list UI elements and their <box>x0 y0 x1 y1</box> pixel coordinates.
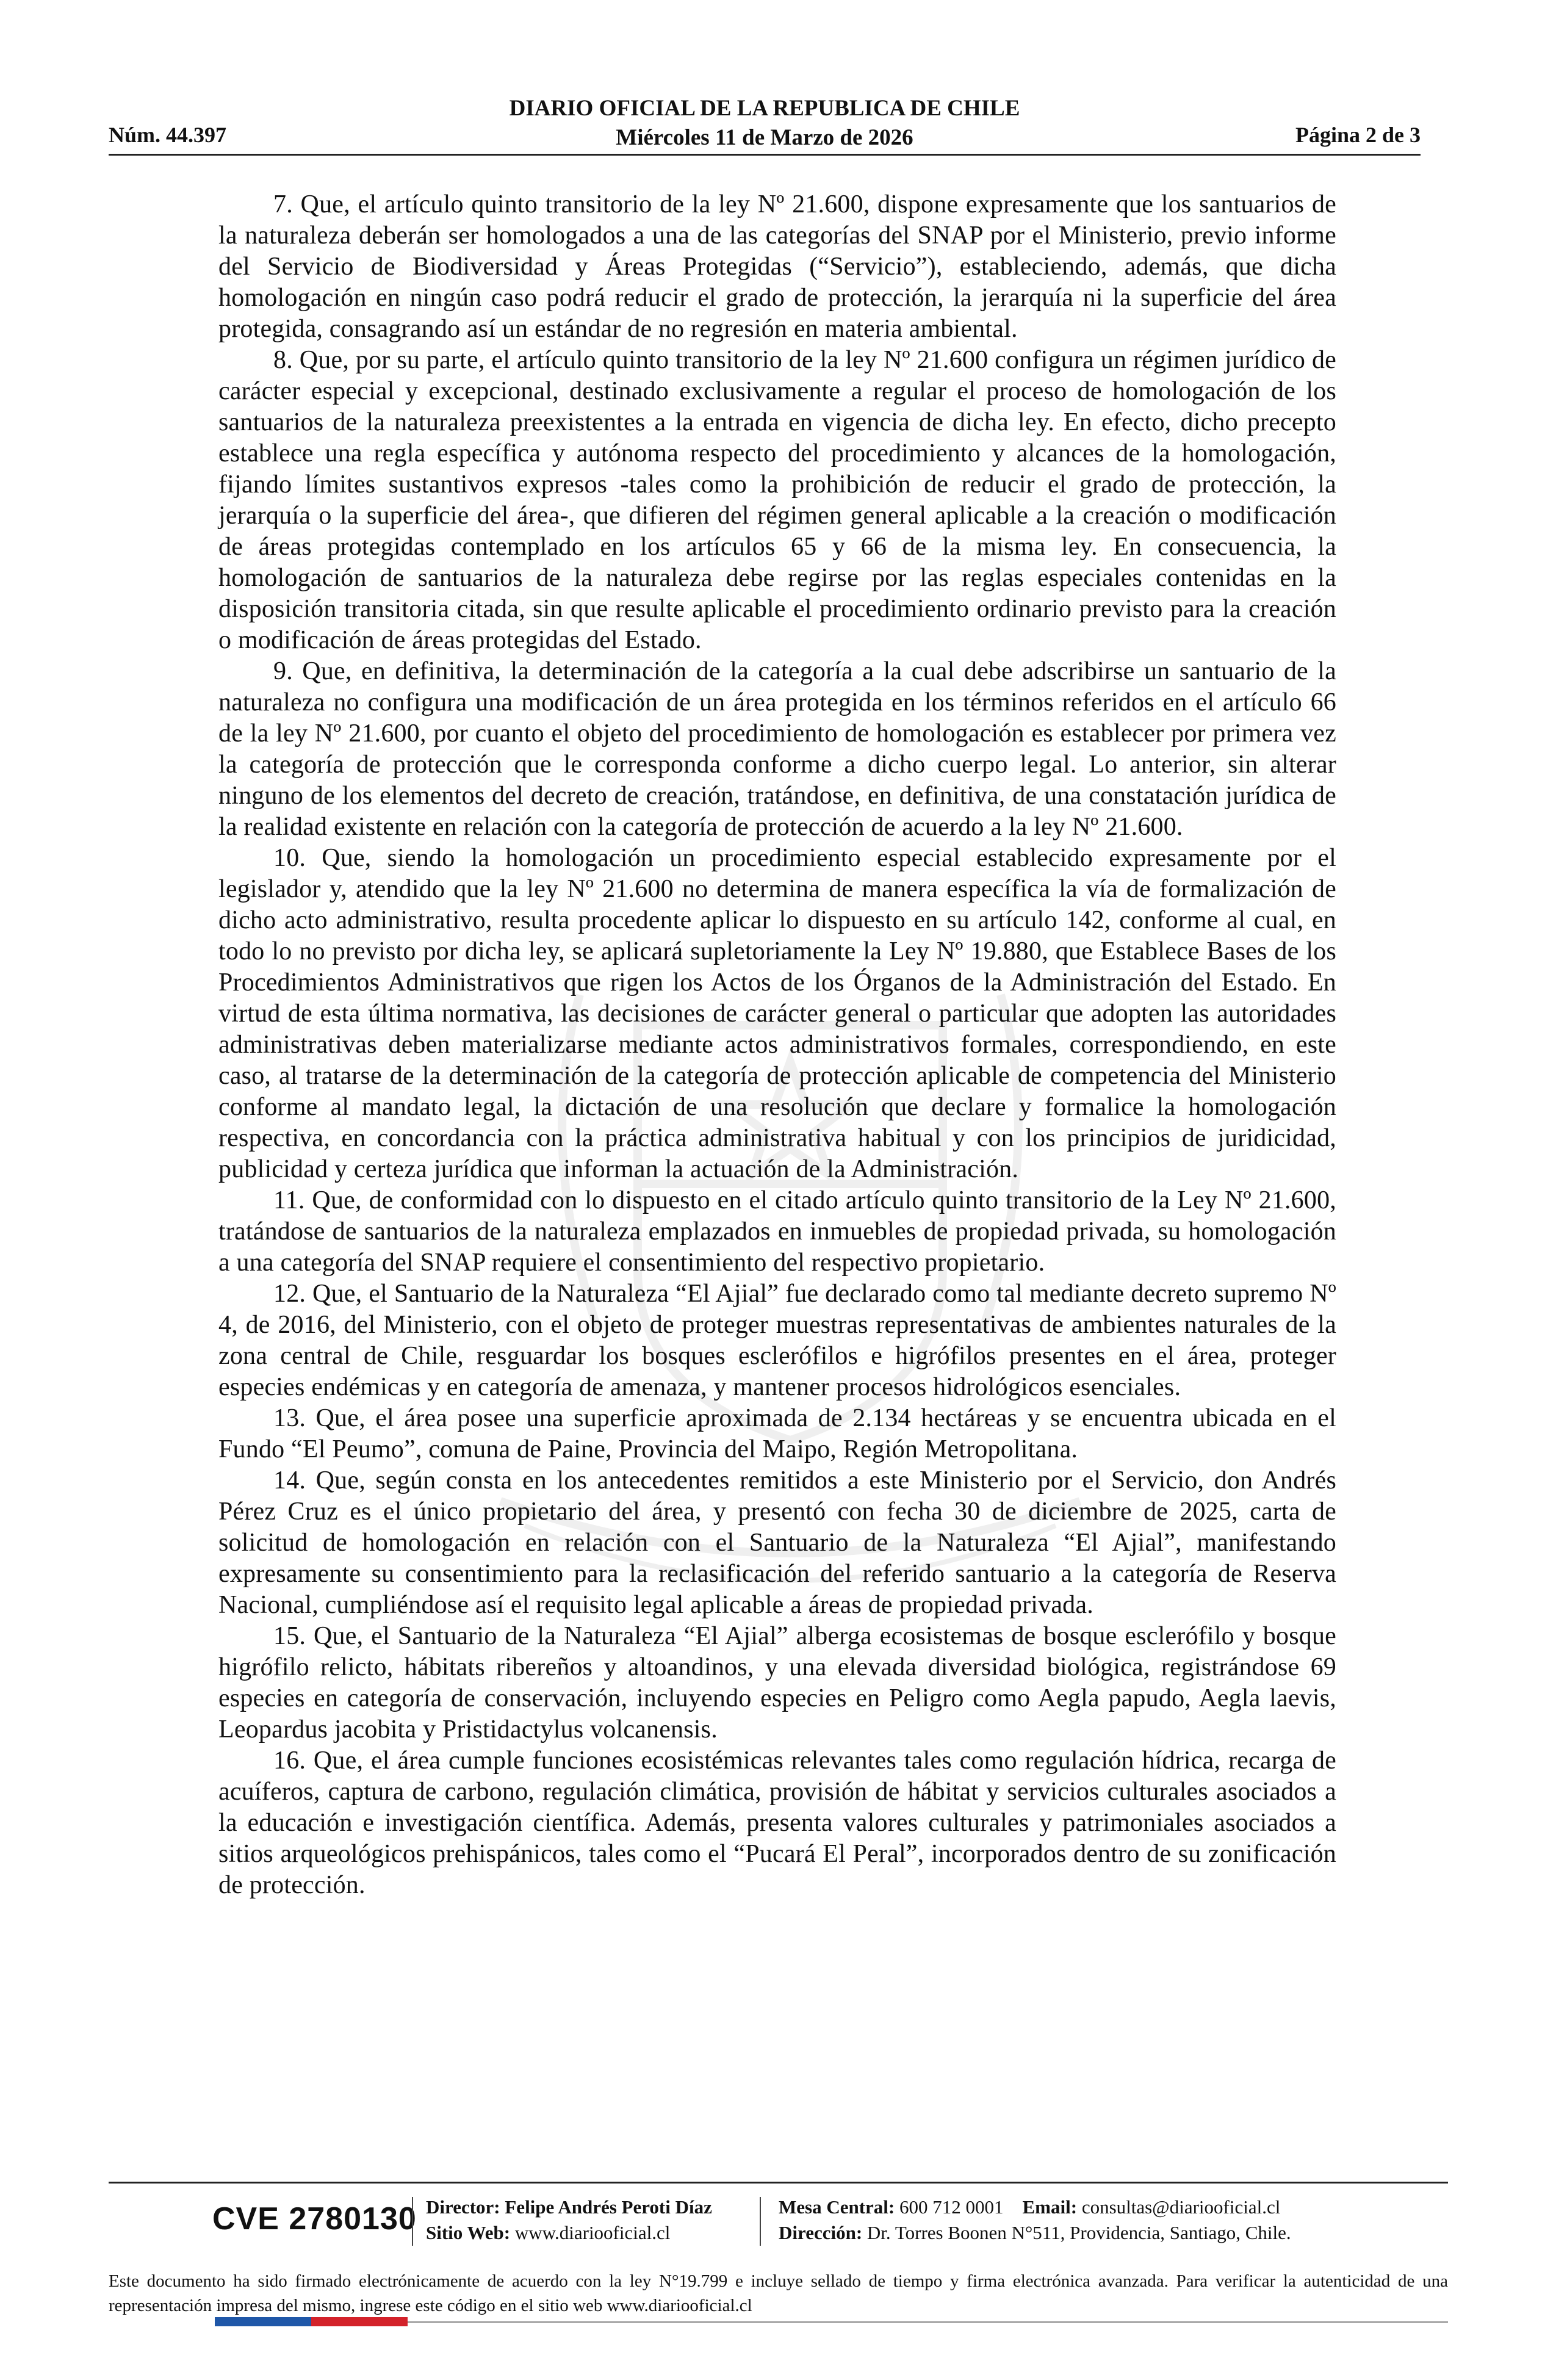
footer-bottom-line <box>408 2321 1448 2323</box>
header-divider <box>109 154 1421 156</box>
paragraph-9: 9. Que, en definitiva, la determinación de la categoría a la cual debe adscribirse un santuario de la naturaleza no configura una modificación de un área protegida en los términos referidos en el artículo 66 de la ley Nº 21.600, por cuanto el objeto del procedimiento de homologación es establecer por primera vez la categoría de protección que le corresponda conforme a dicho cuerpo legal. Lo anterior, sin alterar ninguno de los elementos del decreto de creación, tratándose, en definitiva, de una constatación jurídica de la realidad existente en relación con la categoría de protección de acuerdo a la ley Nº 21.600. <box>218 657 1336 841</box>
paragraph-16: 16. Que, el área cumple funciones ecosistémicas relevantes tales como regulación hídrica, recarga de acuíferos, captura de carbono, regulación climática, provisión de hábitat y servicios culturales asociados a la educación e investigación científica. Además, presenta valores culturales y patrimoniales asociados a sitios arqueológicos prehispánicos, tales como el “Pucará El Peral”, incorporados dentro de su zonificación de protección. <box>218 1747 1336 1899</box>
address-label: Dirección: <box>779 2222 863 2243</box>
flag-red-segment <box>311 2317 408 2326</box>
cve-code: CVE 2780130 <box>212 2201 417 2237</box>
paragraph-10: 10. Que, siendo la homologación un procedimiento especial establecido expresamente por el legislador y, atendido que la ley Nº 21.600 no determina de manera específica la vía de formalización de dicho acto administrativo, resulta procedente aplicar lo dispuesto en su artículo 142, conforme al cual, en todo lo no previsto por dicha ley, se aplicará supletoriamente la Ley Nº 19.880, que Establece Bases de los Procedimientos Administrativos que rigen los Actos de los Órganos de la Administración del Estado. En virtud de esta última normativa, las decisiones de carácter general o particular que adopten las autoridades administrativas deben materializarse mediante actos administrativos formales, correspondiendo, en este caso, al tratarse de la determinación de la categoría de protección aplicable de competencia del Ministerio conforme al mandato legal, la dictación de una resolución que declare y formalice la homologación respectiva, en concordancia con la práctica administrativa habitual y con los principios de juridicidad, publicidad y certeza jurídica que informan la actuación de la Administración. <box>218 844 1336 1183</box>
flag-color-bar <box>215 2317 408 2326</box>
email-link[interactable]: consultas@diariooficial.cl <box>1081 2196 1281 2218</box>
paragraph-12: 12. Que, el Santuario de la Naturaleza “El Ajial” fue declarado como tal mediante decreto supremo Nº 4, de 2016, del Ministerio, con el objeto de proteger muestras representativas de ambientes naturales de la zona central de Chile, resguardar los bosques esclerófilos e higrófilos presentes en el área, proteger especies endémicas y en categoría de amenaza, y mantener procesos hidrológicos esenciales. <box>218 1280 1336 1401</box>
site-link[interactable]: www.diariooficial.cl <box>514 2222 671 2243</box>
footer-separator <box>412 2197 413 2246</box>
footer-director-column <box>426 2194 712 2246</box>
page-header <box>109 92 1421 153</box>
paragraph-8: 8. Que, por su parte, el artículo quinto transitorio de la ley Nº 21.600 configura un régimen jurídico de carácter especial y excepcional, destinado exclusivamente a regular el proceso de homologación de los santuarios de la naturaleza preexistentes a la entrada en vigencia de dicha ley. En efecto, dicho precepto establece una regla específica y autónoma respecto del procedimiento y alcances de la homologación, fijando límites sustantivos expresos -tales como la prohibición de reducir el grado de protección, la jerarquía o la superficie del área-, que difieren del régimen general aplicable a la creación o modificación de áreas protegidas contemplado en los artículos 65 y 66 de la misma ley. En consecuencia, la homologación de santuarios de la naturaleza debe regirse por las reglas especiales contenidas en la disposición transitoria citada, sin que resulte aplicable el procedimiento ordinario previsto para la creación o modificación de áreas protegidas del Estado. <box>218 346 1336 654</box>
electronic-signature-note: Este documento ha sido firmado electrónicamente de acuerdo con la ley N°19.799 e incluye sellado de tiempo y firma electrónica avanzada. Para verificar la autenticidad de una representación impresa del mismo, ingrese este código en el sitio web www.diariooficial.cl <box>109 2271 1448 2315</box>
page-indicator: Página 2 de 3 <box>1295 123 1421 147</box>
paragraph-13: 13. Que, el área posee una superficie aproximada de 2.134 hectáreas y se encuentra ubicada en el Fundo “El Peumo”, comuna de Paine, Provincia del Maipo, Región Metropolitana. <box>218 1404 1336 1463</box>
issue-number: Núm. 44.397 <box>109 123 227 147</box>
site-label: Sitio Web: <box>426 2222 511 2243</box>
email-label: Email: <box>1022 2196 1078 2218</box>
document-body <box>218 189 1336 1901</box>
mesa-phone: 600 712 0001 <box>899 2196 1004 2218</box>
flag-blue-segment <box>215 2317 311 2326</box>
masthead-title: DIARIO OFICIAL DE LA REPUBLICA DE CHILE <box>509 96 1020 121</box>
footer-divider <box>109 2182 1448 2183</box>
paragraph-14: 14. Que, según consta en los antecedentes remitidos a este Ministerio por el Servicio, don Andrés Pérez Cruz es el único propietario del área, y presentó con fecha 30 de diciembre de 2025, carta de solicitud de homologación en relación con el Santuario de la Naturaleza “El Ajial”, manifestando expresamente su consentimiento para la reclasificación del referido santuario a la categoría de Reserva Nacional, cumpliéndose así el requisito legal aplicable a áreas de propiedad privada. <box>218 1466 1336 1619</box>
footer-contact-column <box>779 2194 1291 2246</box>
masthead-date: Miércoles 11 de Marzo de 2026 <box>616 125 913 150</box>
mesa-label: Mesa Central: <box>779 2196 895 2218</box>
director-label: Director: <box>426 2196 500 2218</box>
paragraph-15: 15. Que, el Santuario de la Naturaleza “El Ajial” alberga ecosistemas de bosque esclerófilo y bosque higrófilo relicto, hábitats ribereños y altoandinos, y una elevada diversidad biológica, registrándose 69 especies en categoría de conservación, incluyendo especies en Peligro como Aegla papudo, Aegla laevis, Leopardus jacobita y Pristidactylus volcanensis. <box>218 1622 1336 1744</box>
director-name: Felipe Andrés Peroti Díaz <box>505 2196 712 2218</box>
page-footer <box>109 2192 1448 2259</box>
paragraph-11: 11. Que, de conformidad con lo dispuesto en el citado artículo quinto transitorio de la Ley Nº 21.600, tratándose de santuarios de la naturaleza emplazados en inmuebles de propiedad privada, su homologación a una categoría del SNAP requiere el consentimiento del respectivo propietario. <box>218 1186 1336 1277</box>
masthead <box>109 94 1421 153</box>
address-value: Dr. Torres Boonen N°511, Providencia, Santiago, Chile. <box>866 2222 1291 2243</box>
paragraph-7: 7. Que, el artículo quinto transitorio de la ley Nº 21.600, dispone expresamente que los santuarios de la naturaleza deberán ser homologados a una de las categorías del SNAP por el Ministerio, previo informe del Servicio de Biodiversidad y Áreas Protegidas (“Servicio”), estableciendo, además, que dicha homologación en ningún caso podrá reducir el grado de protección, la jerarquía ni la superficie del área protegida, consagrando así un estándar de no regresión en materia ambiental. <box>218 190 1336 343</box>
footer-separator <box>760 2197 761 2246</box>
